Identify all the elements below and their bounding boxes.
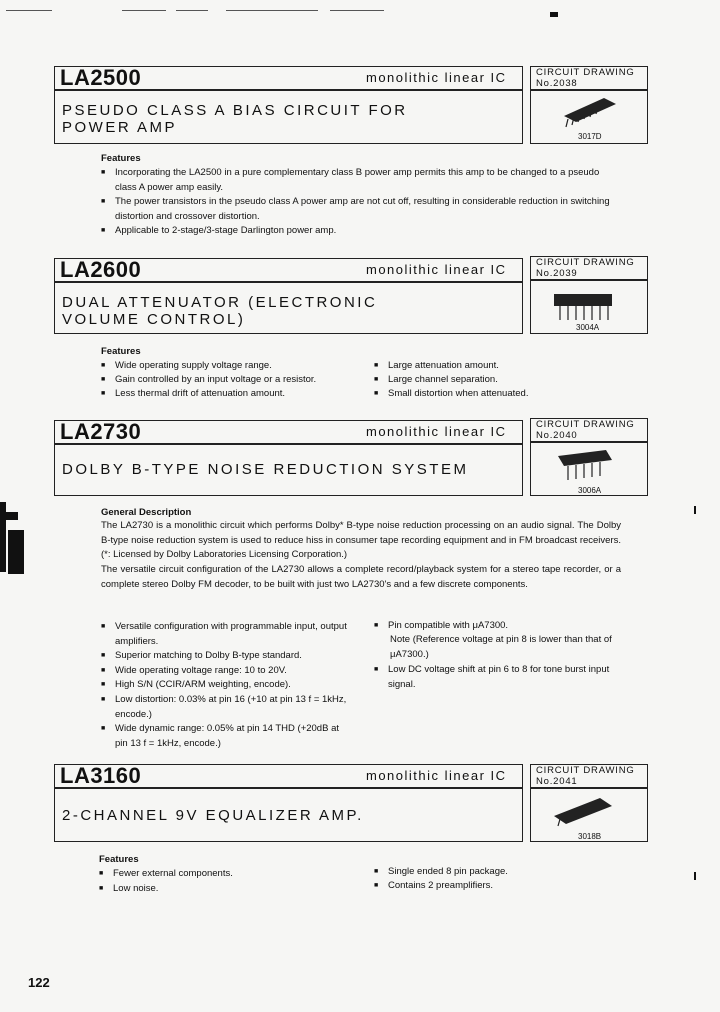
- part-number: LA3160: [60, 763, 142, 788]
- circuit-drawing-title: CIRCUIT DRAWING: [536, 765, 635, 776]
- ic-package-icon: [552, 290, 616, 324]
- binding-mark: [8, 530, 24, 574]
- feature-item: ■ The power transistors in the pseudo class A power amp are not cut off, resulting in considerable reduction in switching distortion and crossover distortion.: [101, 195, 623, 224]
- scan-mark: [694, 506, 696, 514]
- title-line-1: DUAL ATTENUATOR (ELECTRONIC: [62, 294, 378, 311]
- title-line-1: PSEUDO CLASS A BIAS CIRCUIT FOR: [62, 102, 408, 119]
- top-rule: [176, 10, 208, 11]
- feature-item: ■ Low distortion: 0.03% at pin 16 (+10 at pin 13 f = 1kHz, encode.): [101, 693, 351, 722]
- top-rule: [6, 10, 52, 11]
- circuit-drawing-title: CIRCUIT DRAWING: [536, 67, 635, 78]
- ic-package-icon: [550, 792, 616, 828]
- ic-type: monolithic linear IC: [366, 768, 507, 783]
- note: Note (Reference voltage at pin 8 is lower than that of μA7300.): [390, 634, 612, 660]
- scan-mark: [550, 12, 558, 17]
- feature-item: ■ Single ended 8 pin package.: [374, 865, 624, 880]
- top-rule: [226, 10, 318, 11]
- top-rule: [330, 10, 384, 11]
- package-code: 3017D: [578, 132, 602, 141]
- top-rule: [122, 10, 166, 11]
- part-number: LA2600: [60, 257, 142, 282]
- feature-item: ■ Low DC voltage shift at pin 6 to 8 for tone burst input signal.: [374, 663, 624, 692]
- feature-item: ■ Applicable to 2-stage/3-stage Darlington power amp.: [101, 224, 623, 239]
- circuit-drawing-label: [536, 67, 635, 89]
- package-code: 3006A: [578, 486, 602, 495]
- title-line-2: POWER AMP: [62, 119, 178, 136]
- circuit-drawing-number: No.2041: [536, 776, 578, 787]
- part-number: LA2730: [60, 419, 142, 444]
- package-code: 3004A: [576, 323, 600, 332]
- circuit-drawing-number: No.2040: [536, 430, 578, 441]
- circuit-drawing-number: No.2038: [536, 78, 578, 89]
- feature-item: ■ Superior matching to Dolby B-type standard.: [101, 649, 351, 664]
- part-number: LA2500: [60, 65, 142, 90]
- feature-item: ■ Large attenuation amount.: [374, 359, 624, 374]
- ic-package-icon: [556, 448, 616, 484]
- ic-type: monolithic linear IC: [366, 262, 507, 277]
- feature-item: ■ Small distortion when attenuated.: [374, 387, 624, 402]
- features-heading: Features: [101, 346, 141, 357]
- circuit-drawing-number: No.2039: [536, 268, 578, 279]
- circuit-drawing-label: [536, 419, 635, 441]
- feature-item: ■ Wide operating voltage range: 10 to 20V.: [101, 664, 351, 679]
- description-paragraph: The versatile circuit configuration of the LA2730 allows a complete record/playback system for a stereo tape recorder, or a complete stereo Dolby FM decoder, to be built with just two LA2730's and a few discrete components.: [101, 564, 621, 590]
- ic-type: monolithic linear IC: [366, 70, 507, 85]
- feature-item: ■ Large channel separation.: [374, 373, 624, 388]
- features-heading: Features: [99, 854, 139, 865]
- title-line-1: 2-CHANNEL 9V EQUALIZER AMP.: [62, 807, 364, 824]
- feature-item: ■ High S/N (CCIR/ARM weighting, encode).: [101, 678, 351, 693]
- scan-mark: [694, 872, 696, 880]
- feature-item: ■ Wide dynamic range: 0.05% at pin 14 THD (+20dB at pin 13 f = 1kHz, encode.): [101, 722, 351, 751]
- circuit-drawing-title: CIRCUIT DRAWING: [536, 419, 635, 430]
- feature-item: ■ Fewer external components.: [99, 867, 359, 882]
- circuit-drawing-label: [536, 257, 635, 279]
- feature-item: ■ Pin compatible with μA7300.: [374, 619, 624, 634]
- circuit-drawing-label: [536, 765, 635, 787]
- feature-item: ■ Incorporating the LA2500 in a pure complementary class B power amp permits this amp to be changed to a pseudo class A power amp easily.: [101, 166, 623, 195]
- feature-item: ■ Contains 2 preamplifiers.: [374, 879, 624, 894]
- binding-mark: [6, 512, 18, 520]
- title-line-1: DOLBY B-TYPE NOISE REDUCTION SYSTEM: [62, 461, 469, 478]
- ic-package-icon: [560, 94, 620, 130]
- feature-item: ■ Versatile configuration with programmable input, output amplifiers.: [101, 620, 351, 649]
- circuit-drawing-title: CIRCUIT DRAWING: [536, 257, 635, 268]
- feature-item: ■ Gain controlled by an input voltage or a resistor.: [101, 373, 371, 388]
- title-line-2: VOLUME CONTROL): [62, 311, 246, 328]
- page-number: 122: [28, 975, 50, 990]
- ic-type: monolithic linear IC: [366, 424, 507, 439]
- features-heading: Features: [101, 153, 141, 164]
- feature-item: ■ Wide operating supply voltage range.: [101, 359, 371, 374]
- description-paragraph: The LA2730 is a monolithic circuit which performs Dolby* B-type noise reduction processing on an audio signal. The Dolby B-type noise reduction system is used to reduce hiss in consumer tape recording equipment and in FM broadcast receivers. (*: Licensed by Dolby Laboratories Licensing Corporation.): [101, 520, 621, 560]
- feature-item: ■ Less thermal drift of attenuation amount.: [101, 387, 371, 402]
- feature-item: ■ Low noise.: [99, 882, 359, 897]
- description-heading: General Description: [101, 507, 192, 518]
- package-code: 3018B: [578, 832, 602, 841]
